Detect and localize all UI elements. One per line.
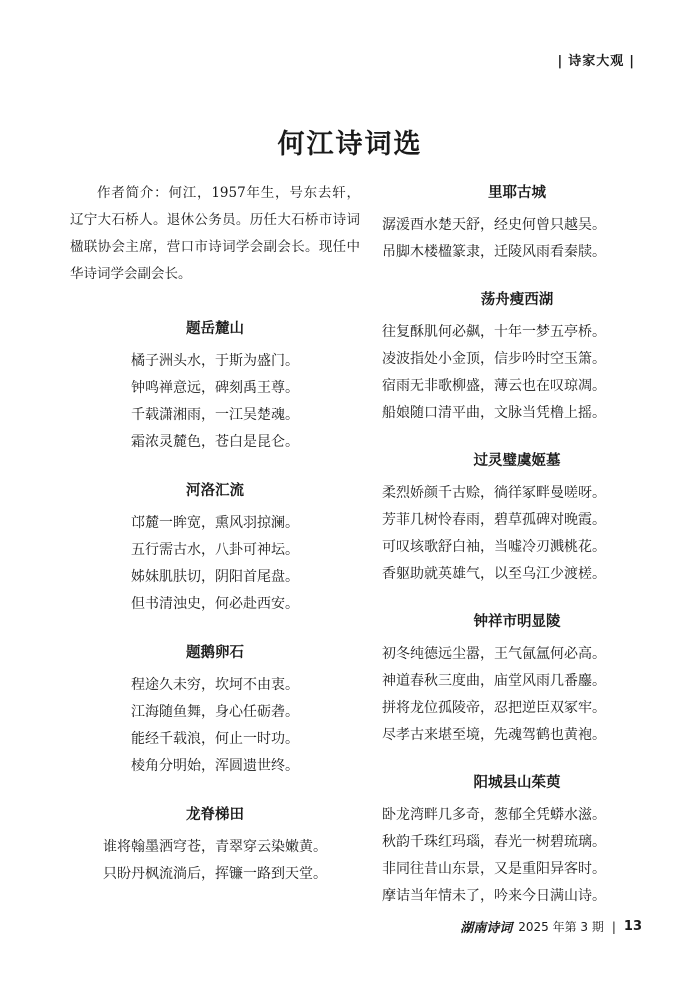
poem [70, 478, 360, 618]
poem [382, 180, 652, 266]
poem-line: 霜浓灵麓色，苍白是昆仑。 [131, 434, 299, 450]
poem-line: 能经千载浪，何止一时功。 [131, 731, 299, 747]
poem-title: 题岳麓山 [186, 320, 244, 337]
poem-line: 五行需古水，八卦可神坛。 [131, 542, 299, 558]
page-footer [460, 917, 642, 936]
poem-title: 题鹅卵石 [186, 644, 244, 661]
poem-title: 龙脊梯田 [186, 806, 244, 823]
author-intro: 作者简介：何江，1957年生，号东去轩，辽宁大石桥人。退休公务员。历任大石桥市诗词楹联协会主席，营口市诗词学会副会长。现任中华诗词学会副会长。 [70, 185, 360, 282]
poem-line: 柔烈娇颜千古赊，徜徉冢畔曼嗟呀。 [382, 485, 606, 501]
poem-line: 初冬纯德远尘嚣，王气氤氲何必高。 [382, 646, 606, 662]
poem [382, 609, 652, 749]
poem-line: 芳菲几树怜春雨，碧草孤碑对晚霞。 [382, 512, 606, 528]
poem-line: 江海随鱼舞，身心任砺砻。 [131, 704, 299, 720]
right-poem-list [382, 180, 652, 910]
poem [70, 316, 360, 456]
poem-line: 千载潇湘雨，一江吴楚魂。 [131, 407, 299, 423]
poem-title: 里耶古城 [488, 184, 546, 201]
left-column [70, 180, 360, 910]
poem-line: 尽孝古来堪至境，先魂驾鹤也黄袍。 [382, 727, 606, 743]
page-title: 何江诗词选 [277, 129, 423, 160]
poem-line: 非同往昔山东景，又是重阳异客时。 [382, 861, 606, 877]
poem-line: 谁将翰墨洒穹苍，青翠穿云染嫩黄。 [103, 839, 327, 855]
poem-line: 拼将龙位孤陵帝，忍把逆臣双冢牢。 [382, 700, 606, 716]
poem-line: 棱角分明始，浑圆遗世终。 [131, 758, 299, 774]
poem-line: 但书清浊史，何必赴西安。 [131, 596, 299, 612]
poem-line: 摩诘当年情未了，吟来今日满山诗。 [382, 888, 606, 904]
poem-line: 宿雨无非歌柳盛，薄云也在叹琼凋。 [382, 378, 606, 394]
right-column [382, 180, 652, 931]
poem-title: 钟祥市明显陵 [473, 613, 561, 630]
journal-logo: 湖南诗词 [460, 921, 513, 936]
poem-title: 过灵璧虞姬墓 [473, 452, 561, 469]
issue-label: 2025 年第 3 期 [518, 920, 604, 934]
poem-line: 神道春秋三度曲，庙堂风雨几番鏖。 [382, 673, 606, 689]
poem-line: 邙麓一眸宽，熏风羽掠澜。 [131, 515, 299, 531]
poem-line: 钟鸣禅意远，碑刻禹王尊。 [131, 380, 299, 396]
poem-title: 荡舟瘦西湖 [480, 291, 554, 308]
poem-line: 程途久未穷，坎坷不由衷。 [131, 677, 299, 693]
poem-line: 香躯助就英雄气，以至乌江少渡槎。 [382, 566, 606, 582]
divider: | [611, 919, 616, 934]
section-name: 诗家大观 [568, 54, 625, 69]
divider: | [629, 54, 635, 69]
poem-line: 凌波指处小金顶，信步吟时空玉箫。 [382, 351, 606, 367]
poem-line: 只盼丹枫流淌后，挥镰一路到天堂。 [103, 866, 327, 882]
poem [382, 770, 652, 910]
poem-title: 河洛汇流 [186, 482, 244, 499]
poem-line: 吊脚木楼楹篆隶，迁陵风雨看秦牍。 [382, 244, 606, 260]
poem [70, 640, 360, 780]
poem-line: 可叹垓歌舒白袖，当嘘冷刃溅桃花。 [382, 539, 606, 555]
poem-line: 橘子洲头水，于斯为盛门。 [131, 353, 299, 369]
poem-title: 阳城县山茱萸 [473, 774, 561, 791]
poem-line: 船娘随口清平曲，文脉当凭橹上摇。 [382, 405, 606, 421]
poem [70, 802, 360, 888]
divider: | [557, 54, 564, 69]
poem-line: 姊妹肌肤切，阴阳首尾盘。 [131, 569, 299, 585]
section-tag [552, 50, 640, 69]
poem [382, 448, 652, 588]
poem-line: 潺湲酉水楚天舒，经史何曾只越吴。 [382, 217, 606, 233]
poem [382, 287, 652, 427]
page-number: 13 [623, 919, 642, 934]
poem-line: 秋韵千珠红玛瑙，春光一树碧琉璃。 [382, 834, 606, 850]
left-poem-list [70, 316, 360, 888]
poem-line: 卧龙湾畔几多奇，葱郁全凭蟒水滋。 [382, 807, 606, 823]
poem-line: 往复酥肌何必飙，十年一梦五亭桥。 [382, 324, 606, 340]
